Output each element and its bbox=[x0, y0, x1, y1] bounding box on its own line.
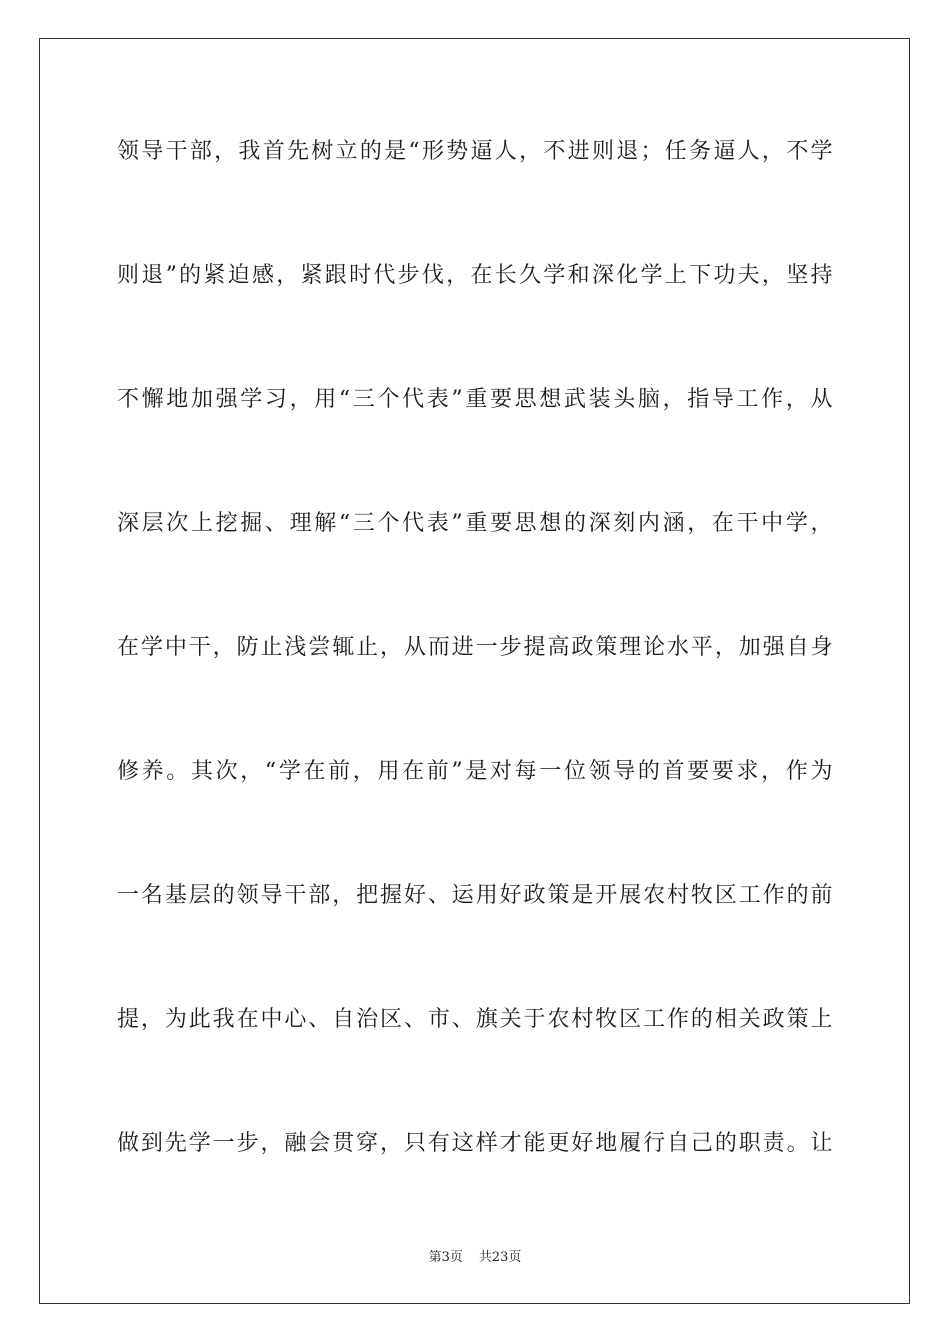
text-line-3: 不懈地加强学习，用“三个代表”重要思想武装头脑，指导工作，从 bbox=[117, 387, 833, 412]
text-line-8: 提，为此我在中心、自治区、市、旗关于农村牧区工作的相关政策上 bbox=[117, 1007, 833, 1032]
text-line-4: 深层次上挖掘、理解“三个代表”重要思想的深刻内涵，在干中学， bbox=[117, 511, 833, 536]
text-line-5: 在学中干，防止浅尝辄止，从而进一步提高政策理论水平，加强自身 bbox=[117, 635, 833, 660]
page-total: 共23页 bbox=[478, 1250, 522, 1265]
document-body bbox=[117, 128, 833, 1244]
text-line-6: 修养。其次，“学在前，用在前”是对每一位领导的首要要求，作为 bbox=[117, 759, 833, 784]
text-line-7: 一名基层的领导干部，把握好、运用好政策是开展农村牧区工作的前 bbox=[117, 883, 833, 908]
text-line-9: 做到先学一步，融会贯穿，只有这样才能更好地履行自己的职责。让 bbox=[117, 1131, 833, 1156]
page-number: 第3页 bbox=[428, 1250, 463, 1265]
text-line-2: 则退”的紧迫感，紧跟时代步伐，在长久学和深化学上下功夫，坚持 bbox=[117, 263, 833, 288]
page-footer bbox=[0, 1246, 950, 1265]
text-line-1: 领导干部，我首先树立的是“形势逼人，不进则退；任务逼人，不学 bbox=[117, 139, 833, 164]
